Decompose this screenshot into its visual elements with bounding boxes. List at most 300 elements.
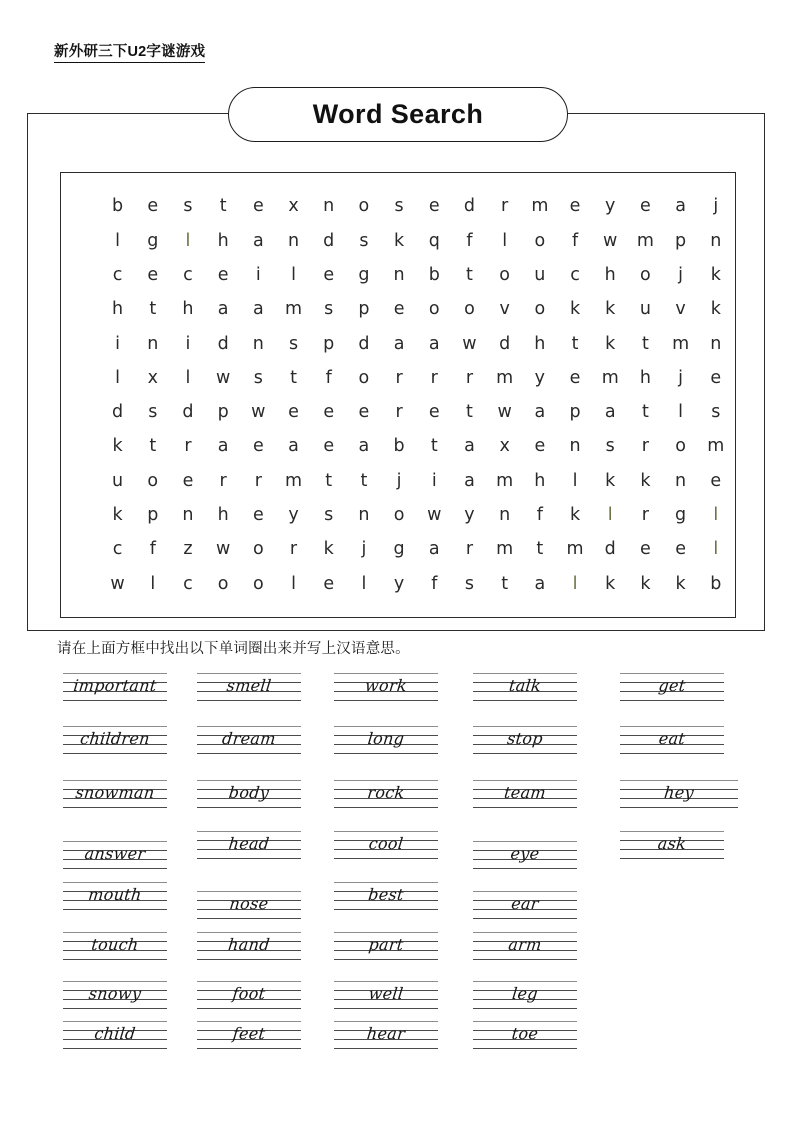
grid-letter[interactable]: k — [675, 573, 686, 594]
word-entry[interactable] — [197, 1020, 301, 1048]
grid-letter[interactable]: t — [149, 299, 157, 320]
grid-letter[interactable]: k — [323, 539, 334, 560]
word-entry[interactable] — [334, 725, 438, 753]
word-entry[interactable] — [334, 931, 438, 959]
word-entry[interactable] — [197, 980, 301, 1008]
grid-letter[interactable]: s — [288, 333, 299, 354]
grid-letter[interactable]: r — [395, 402, 403, 423]
grid-letter[interactable]: v — [499, 299, 510, 320]
grid-letter[interactable]: t — [325, 470, 333, 491]
grid-letter[interactable]: l — [115, 230, 121, 251]
grid-letter[interactable]: x — [499, 436, 510, 457]
grid-letter[interactable]: u — [639, 299, 651, 320]
grid-letter[interactable]: e — [534, 436, 546, 457]
grid-letter[interactable]: m — [285, 470, 303, 491]
grid-letter[interactable]: o — [499, 264, 511, 285]
grid-letter[interactable]: w — [215, 367, 231, 388]
grid-letter[interactable]: m — [636, 230, 654, 251]
grid-letter[interactable]: d — [112, 402, 124, 423]
grid-letter[interactable]: s — [359, 230, 369, 251]
grid-letter[interactable]: e — [252, 196, 264, 217]
grid-letter[interactable]: h — [604, 264, 616, 285]
grid-letter[interactable]: s — [711, 402, 721, 423]
grid-letter[interactable]: y — [393, 573, 405, 594]
grid-letter[interactable]: d — [499, 333, 511, 354]
word-entry[interactable] — [63, 672, 167, 700]
grid-letter[interactable]: r — [430, 367, 438, 388]
grid-letter[interactable]: l — [572, 470, 578, 491]
grid-letter[interactable]: a — [393, 333, 405, 354]
word-entry[interactable] — [63, 779, 167, 807]
word-label: touch — [90, 935, 140, 954]
staff-line — [63, 909, 167, 910]
grid-letter[interactable]: d — [323, 230, 335, 251]
grid-letter[interactable]: p — [569, 402, 581, 423]
grid-row — [61, 224, 737, 258]
grid-letter[interactable]: e — [323, 264, 335, 285]
grid-letter[interactable]: o — [675, 436, 686, 457]
staff-line — [63, 1048, 167, 1049]
grid-letter[interactable]: r — [501, 196, 509, 217]
grid-letter[interactable]: c — [570, 264, 580, 285]
staff-line — [620, 700, 724, 701]
grid-letter[interactable]: j — [396, 470, 402, 491]
grid-letter[interactable]: c — [112, 264, 123, 285]
grid-letter[interactable]: a — [288, 436, 299, 457]
word-entry[interactable] — [197, 779, 301, 807]
staff-line — [334, 1008, 438, 1009]
grid-letter[interactable]: h — [534, 333, 546, 354]
grid-letter[interactable]: z — [183, 539, 193, 560]
grid-letter[interactable]: n — [710, 333, 722, 354]
grid-letter[interactable]: e — [710, 470, 722, 491]
grid-letter[interactable]: p — [147, 505, 159, 526]
grid-letter[interactable]: e — [428, 196, 440, 217]
grid-letter[interactable]: e — [323, 436, 335, 457]
grid-letter[interactable]: r — [465, 367, 474, 388]
grid-letter[interactable]: d — [358, 333, 370, 354]
grid-letter[interactable]: e — [323, 402, 335, 423]
grid-letter[interactable]: b — [710, 573, 722, 594]
grid-letter[interactable]: o — [534, 230, 546, 251]
grid-letter[interactable]: e — [569, 367, 581, 388]
grid-letter[interactable]: t — [219, 196, 227, 217]
grid-letter[interactable]: r — [641, 436, 649, 457]
word-label: eat — [657, 729, 687, 748]
word-label: snowman — [74, 783, 156, 802]
word-entry[interactable] — [334, 980, 438, 1008]
word-entry[interactable] — [473, 672, 577, 700]
grid-letter[interactable]: x — [288, 196, 299, 217]
grid-letter[interactable]: w — [215, 539, 231, 560]
grid-letter[interactable]: v — [675, 299, 686, 320]
grid-letter[interactable]: m — [601, 367, 619, 388]
word-entry[interactable] — [334, 672, 438, 700]
word-label: feet — [231, 1024, 267, 1043]
word-entry[interactable] — [473, 725, 577, 753]
staff-line — [63, 868, 167, 869]
grid-letter[interactable]: s — [253, 367, 263, 388]
word-entry[interactable] — [620, 779, 738, 807]
grid-letter[interactable]: t — [149, 436, 157, 457]
grid-letter[interactable]: y — [534, 367, 546, 388]
grid-letter[interactable]: t — [536, 539, 544, 560]
grid-letter[interactable]: f — [149, 539, 156, 560]
grid-letter[interactable]: o — [358, 196, 370, 217]
staff-line — [197, 918, 301, 919]
grid-letter[interactable]: g — [147, 230, 159, 251]
grid-letter[interactable]: h — [217, 505, 229, 526]
grid-letter[interactable]: o — [464, 299, 475, 320]
grid-letter[interactable]: l — [115, 367, 121, 388]
grid-letter[interactable]: o — [534, 299, 546, 320]
word-entry[interactable] — [63, 931, 167, 959]
word-entry[interactable] — [197, 890, 301, 918]
word-label: mouth — [87, 885, 143, 904]
word-label: hear — [365, 1024, 407, 1043]
grid-letter[interactable]: n — [675, 470, 687, 491]
grid-letter[interactable]: i — [431, 470, 437, 491]
word-entry[interactable] — [63, 1020, 167, 1048]
word-entry[interactable] — [334, 881, 438, 909]
grid-letter[interactable]: t — [571, 333, 579, 354]
grid-letter[interactable]: t — [290, 367, 297, 388]
word-label: hey — [663, 783, 695, 802]
grid-letter[interactable]: k — [569, 299, 581, 320]
word-entry[interactable] — [473, 840, 577, 868]
grid-letter[interactable]: y — [605, 196, 616, 217]
grid-letter[interactable]: t — [466, 402, 473, 423]
grid-letter[interactable]: m — [496, 367, 514, 388]
grid-letter[interactable]: w — [251, 402, 266, 423]
word-entry[interactable] — [63, 881, 167, 909]
grid-letter[interactable]: p — [323, 333, 335, 354]
grid-letter[interactable]: k — [640, 573, 651, 594]
word-entry[interactable] — [334, 1020, 438, 1048]
grid-letter[interactable]: f — [466, 230, 473, 251]
word-label: smell — [225, 676, 273, 695]
grid-letter[interactable]: c — [183, 264, 193, 285]
grid-letter[interactable]: h — [639, 367, 651, 388]
grid-letter[interactable]: a — [217, 299, 229, 320]
grid-letter[interactable]: a — [252, 299, 264, 320]
word-label: talk — [508, 676, 543, 695]
grid-letter[interactable]: r — [254, 470, 262, 491]
grid-letter[interactable]: i — [185, 333, 191, 354]
grid-letter[interactable]: k — [605, 299, 616, 320]
grid-letter[interactable]: o — [428, 299, 440, 320]
grid-letter[interactable]: m — [672, 333, 690, 354]
grid-row — [61, 567, 737, 601]
grid-letter[interactable]: o — [393, 505, 405, 526]
grid-letter[interactable]: t — [641, 402, 649, 423]
grid-letter[interactable]: e — [393, 299, 405, 320]
grid-letter[interactable]: l — [502, 230, 508, 251]
grid-letter[interactable]: m — [566, 539, 584, 560]
grid-letter[interactable]: t — [466, 264, 473, 285]
grid-letter[interactable]: k — [710, 299, 721, 320]
grid-letter[interactable]: a — [428, 539, 440, 560]
grid-letter[interactable]: e — [147, 196, 159, 217]
grid-letter[interactable]: c — [112, 539, 123, 560]
grid-letter[interactable]: x — [147, 367, 158, 388]
grid-letter[interactable]: k — [605, 470, 616, 491]
word-entry[interactable] — [63, 980, 167, 1008]
grid-letter[interactable]: k — [710, 264, 721, 285]
grid-letter[interactable]: b — [112, 196, 124, 217]
grid-letter[interactable]: a — [358, 436, 370, 457]
word-entry[interactable] — [197, 725, 301, 753]
staff-line — [473, 918, 577, 919]
word-entry[interactable] — [197, 830, 301, 858]
word-label: get — [657, 676, 687, 695]
grid-letter[interactable]: n — [569, 436, 581, 457]
grid-letter[interactable]: i — [255, 264, 261, 285]
word-label: hand — [227, 935, 271, 954]
grid-letter[interactable]: m — [707, 436, 725, 457]
word-entry[interactable] — [63, 725, 167, 753]
grid-letter[interactable]: k — [605, 333, 616, 354]
grid-letter[interactable]: t — [641, 333, 649, 354]
word-label: ear — [510, 894, 540, 913]
word-label: answer — [83, 844, 147, 863]
grid-letter[interactable]: o — [640, 264, 651, 285]
word-label: foot — [231, 984, 267, 1003]
grid-letter[interactable]: l — [291, 264, 296, 285]
grid-letter[interactable]: d — [217, 333, 229, 354]
word-entry[interactable] — [334, 779, 438, 807]
grid-letter[interactable]: n — [393, 264, 405, 285]
grid-letter[interactable]: p — [217, 402, 229, 423]
word-label: long — [366, 729, 406, 748]
grid-letter[interactable]: n — [252, 333, 264, 354]
word-entry[interactable] — [620, 725, 724, 753]
grid-letter[interactable]: o — [252, 573, 264, 594]
grid-letter[interactable]: l — [572, 573, 578, 594]
grid-letter[interactable]: a — [464, 436, 475, 457]
grid-letter[interactable]: o — [147, 470, 159, 491]
grid-letter[interactable]: j — [713, 196, 719, 217]
grid-letter[interactable]: e — [147, 264, 159, 285]
grid-letter[interactable]: j — [678, 367, 684, 388]
word-search-grid-box — [60, 172, 736, 618]
staff-line — [197, 858, 301, 859]
staff-line — [473, 807, 577, 808]
grid-letter[interactable]: s — [148, 402, 158, 423]
grid-letter[interactable]: s — [464, 573, 475, 594]
staff-line — [197, 1048, 301, 1049]
grid-letter[interactable]: b — [393, 436, 405, 457]
grid-letter[interactable]: i — [115, 333, 121, 354]
grid-row — [61, 259, 737, 293]
grid-letter[interactable]: e — [182, 470, 194, 491]
grid-letter[interactable]: f — [571, 230, 579, 251]
staff-line — [197, 959, 301, 960]
staff-line — [473, 753, 577, 754]
grid-letter[interactable]: c — [183, 573, 193, 594]
grid-letter[interactable]: r — [465, 539, 474, 560]
grid-letter[interactable]: t — [430, 436, 438, 457]
grid-letter[interactable]: a — [252, 230, 264, 251]
grid-letter[interactable]: a — [428, 333, 440, 354]
grid-letter[interactable]: e — [358, 402, 370, 423]
grid-letter[interactable]: o — [217, 573, 229, 594]
grid-letter[interactable]: k — [112, 436, 123, 457]
word-entry[interactable] — [473, 779, 577, 807]
grid-letter[interactable]: e — [288, 402, 299, 423]
word-entry[interactable] — [197, 931, 301, 959]
grid-letter[interactable]: l — [713, 539, 719, 560]
grid-letter[interactable]: g — [675, 505, 687, 526]
grid-letter[interactable]: p — [358, 299, 370, 320]
grid-letter[interactable]: s — [183, 196, 193, 217]
grid-letter[interactable]: r — [395, 367, 403, 388]
grid-letter[interactable]: e — [640, 196, 651, 217]
staff-line — [197, 1008, 301, 1009]
grid-letter[interactable]: j — [361, 539, 367, 560]
grid-letter[interactable]: r — [184, 436, 192, 457]
word-label: work — [364, 676, 408, 695]
grid-letter[interactable]: e — [710, 367, 722, 388]
grid-letter[interactable]: w — [462, 333, 477, 354]
grid-letter[interactable]: h — [217, 230, 229, 251]
grid-letter[interactable]: a — [604, 402, 616, 423]
word-label: leg — [511, 984, 539, 1003]
word-entry[interactable] — [620, 672, 724, 700]
grid-letter[interactable]: a — [675, 196, 686, 217]
grid-letter[interactable]: e — [323, 573, 335, 594]
grid-letter[interactable]: o — [358, 367, 370, 388]
grid-letter[interactable]: o — [252, 539, 264, 560]
staff-line — [63, 959, 167, 960]
grid-letter[interactable]: b — [428, 264, 440, 285]
grid-letter[interactable]: q — [428, 230, 440, 251]
grid-letter[interactable]: p — [675, 230, 687, 251]
grid-letter[interactable]: a — [534, 573, 546, 594]
grid-letter[interactable]: s — [605, 436, 615, 457]
word-entry[interactable] — [473, 931, 577, 959]
grid-letter[interactable]: a — [534, 402, 546, 423]
grid-letter[interactable]: t — [360, 470, 368, 491]
grid-letter[interactable]: n — [182, 505, 194, 526]
grid-letter[interactable]: n — [287, 230, 300, 251]
grid-letter[interactable]: t — [501, 573, 509, 594]
grid-letter[interactable]: s — [324, 299, 334, 320]
word-entry[interactable] — [473, 890, 577, 918]
grid-letter[interactable]: a — [217, 436, 229, 457]
word-entry[interactable] — [620, 830, 724, 858]
grid-letter[interactable]: n — [358, 505, 370, 526]
grid-letter[interactable]: k — [605, 573, 616, 594]
word-entry[interactable] — [473, 980, 577, 1008]
word-entry[interactable] — [197, 672, 301, 700]
grid-letter[interactable]: h — [112, 299, 124, 320]
word-label: best — [367, 885, 405, 904]
grid-letter[interactable]: s — [324, 505, 334, 526]
staff-line — [197, 807, 301, 808]
grid-letter[interactable]: m — [496, 470, 514, 491]
grid-letter[interactable]: l — [185, 367, 191, 388]
grid-letter[interactable]: h — [182, 299, 194, 320]
grid-letter[interactable]: s — [394, 196, 404, 217]
word-entry[interactable] — [63, 840, 167, 868]
grid-letter[interactable]: e — [640, 539, 651, 560]
grid-letter[interactable]: r — [641, 505, 649, 526]
grid-letter[interactable]: f — [325, 367, 332, 388]
grid-letter[interactable]: e — [252, 436, 264, 457]
word-entry[interactable] — [473, 1020, 577, 1048]
grid-row — [61, 361, 737, 395]
page-title: 新外研三下U2字谜游戏 — [54, 43, 205, 63]
grid-letter[interactable]: g — [358, 264, 370, 285]
grid-letter[interactable]: n — [147, 333, 159, 354]
grid-letter[interactable]: n — [499, 505, 511, 526]
grid-letter[interactable]: w — [603, 230, 618, 251]
grid-letter[interactable]: d — [182, 402, 194, 423]
grid-letter[interactable]: h — [534, 470, 546, 491]
grid-letter[interactable]: r — [219, 470, 227, 491]
grid-letter[interactable]: u — [112, 470, 124, 491]
grid-letter[interactable]: l — [361, 573, 367, 594]
grid-letter[interactable]: a — [464, 470, 475, 491]
grid-letter[interactable]: l — [150, 573, 156, 594]
grid-letter[interactable]: f — [536, 505, 543, 526]
grid-letter[interactable]: y — [288, 505, 299, 526]
grid-letter[interactable]: e — [252, 505, 264, 526]
grid-letter[interactable]: u — [534, 264, 546, 285]
word-label: nose — [228, 894, 270, 913]
grid-letter[interactable]: n — [710, 230, 722, 251]
grid-letter[interactable]: f — [431, 573, 438, 594]
grid-letter[interactable]: l — [713, 505, 719, 526]
word-label: rock — [366, 783, 406, 802]
grid-letter[interactable]: e — [428, 402, 440, 423]
grid-letter[interactable]: m — [531, 196, 549, 217]
grid-letter[interactable]: k — [394, 230, 405, 251]
grid-letter[interactable]: g — [393, 539, 405, 560]
word-label: ask — [656, 834, 688, 853]
grid-letter[interactable]: n — [323, 196, 335, 217]
grid-letter[interactable]: d — [463, 196, 476, 217]
word-label: head — [227, 834, 271, 853]
grid-letter[interactable]: w — [497, 402, 512, 423]
grid-letter[interactable]: l — [678, 402, 684, 423]
grid-letter[interactable]: l — [291, 573, 296, 594]
grid-letter[interactable]: r — [289, 539, 298, 560]
word-entry[interactable] — [334, 830, 438, 858]
grid-letter[interactable]: k — [112, 505, 123, 526]
staff-line — [473, 959, 577, 960]
staff-line — [63, 753, 167, 754]
staff-line — [63, 1008, 167, 1009]
grid-letter[interactable]: m — [285, 299, 303, 320]
grid-letter[interactable]: l — [607, 505, 613, 526]
grid-letter[interactable]: d — [604, 539, 616, 560]
grid-letter[interactable]: l — [185, 230, 191, 251]
grid-letter[interactable]: k — [640, 470, 651, 491]
grid-letter[interactable]: y — [464, 505, 475, 526]
staff-line — [473, 868, 577, 869]
grid-letter[interactable]: w — [110, 573, 125, 594]
grid-letter[interactable]: j — [678, 264, 684, 285]
grid-letter[interactable]: e — [569, 196, 581, 217]
staff-line — [473, 1048, 577, 1049]
grid-letter[interactable]: m — [496, 539, 514, 560]
grid-letter[interactable]: e — [675, 539, 686, 560]
grid-letter[interactable]: k — [569, 505, 581, 526]
grid-letter[interactable]: w — [427, 505, 442, 526]
grid-letter[interactable]: e — [217, 264, 229, 285]
